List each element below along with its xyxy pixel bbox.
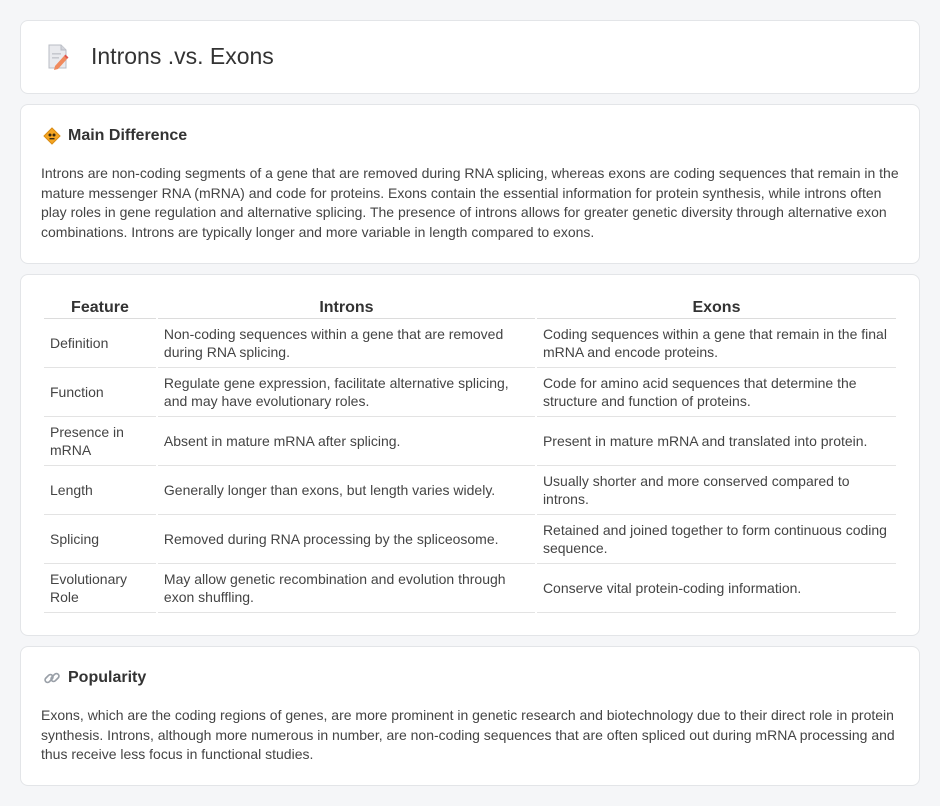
introns-cell: May allow genetic recombination and evolution through exon shuffling. — [158, 564, 535, 613]
popularity-text: Exons, which are the coding regions of genes, are more prominent in genetic research and biotechnology due to their direct role in protein synthesis. Introns, although more numerous in number, are non-coding sequences that are often spliced out during mRNA processing and thus receive less focus in functional studies. — [41, 707, 895, 762]
feature-cell: Function — [44, 368, 156, 417]
exons-cell: Present in mature mRNA and translated into protein. — [537, 417, 896, 466]
exons-cell: Coding sequences within a gene that remain in the final mRNA and encode proteins. — [537, 319, 896, 368]
table-row — [44, 564, 896, 613]
document-pencil-icon — [47, 44, 69, 70]
introns-cell: Regulate gene expression, facilitate alternative splicing, and may have evolutionary roles. — [158, 368, 535, 417]
introns-cell: Non-coding sequences within a gene that are removed during RNA splicing. — [158, 319, 535, 368]
page-title: Introns .vs. Exons — [91, 43, 274, 69]
exons-cell: Retained and joined together to form continuous coding sequence. — [537, 515, 896, 564]
feature-cell: Presence in mRNA — [44, 417, 156, 466]
header-exons: Exons — [537, 297, 896, 319]
comparison-table-card — [20, 274, 920, 636]
main-difference-card — [20, 104, 920, 264]
introns-cell: Removed during RNA processing by the spliceosome. — [158, 515, 535, 564]
table-row — [44, 319, 896, 368]
table-row — [44, 515, 896, 564]
table-row — [44, 466, 896, 515]
introns-cell: Absent in mature mRNA after splicing. — [158, 417, 535, 466]
feature-cell: Length — [44, 466, 156, 515]
main-difference-text: Introns are non-coding segments of a gene that are removed during RNA splicing, whereas exons are coding sequences that remain in the mature messenger RNA (mRNA) and code for proteins. Exons contain the essential information for protein synthesis, while introns often play roles in gene regulation and alternative splicing. The presence of introns allows for greater genetic diversity through alternative exon combinations. Introns are typically longer and more variable in length compared to exons. — [41, 165, 899, 240]
exons-cell: Code for amino acid sequences that determine the structure and function of proteins. — [537, 368, 896, 417]
table-row — [44, 368, 896, 417]
feature-cell: Splicing — [44, 515, 156, 564]
header-feature: Feature — [44, 297, 156, 319]
feature-cell: Evolutionary Role — [44, 564, 156, 613]
table-header-row — [44, 297, 896, 319]
exons-cell: Conserve vital protein-coding information. — [537, 564, 896, 613]
introns-cell: Generally longer than exons, but length varies widely. — [158, 466, 535, 515]
diamond-sign-icon — [43, 127, 61, 145]
feature-cell: Definition — [44, 319, 156, 368]
header-card — [20, 20, 920, 94]
popularity-card — [20, 646, 920, 786]
comparison-table — [42, 297, 898, 613]
link-icon — [43, 669, 61, 687]
table-row — [44, 417, 896, 466]
header-introns: Introns — [158, 297, 535, 319]
main-difference-title: Main Difference — [68, 127, 188, 144]
popularity-title: Popularity — [68, 669, 147, 686]
exons-cell: Usually shorter and more conserved compared to introns. — [537, 466, 896, 515]
